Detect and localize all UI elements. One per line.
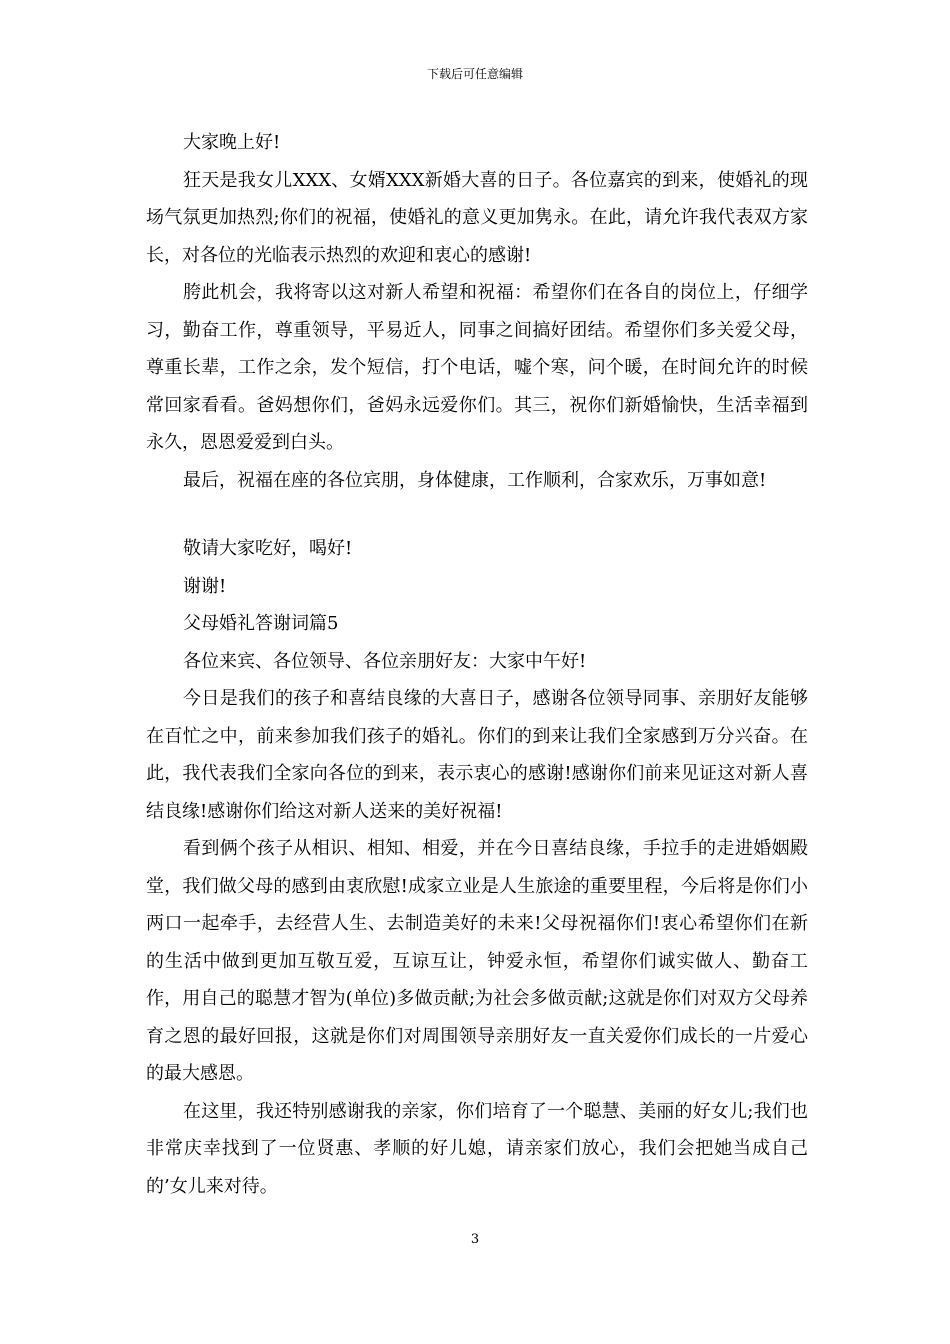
paragraph-hopes: 看到俩个孩子从相识、相知、相爱，并在今日喜结良缘，手拉手的走进婚姻殿堂，我们做父母的感到由衷欣慰!成家立业是人生旅途的重要里程，今后将是你们小两口一起牵手，去经营人生、去制造美好的未来!父母祝福你们!衷心希望你们在新的生活中做到更加互敬互爱，互谅互让，钟爱永恒，希望你们诚实做人、勤奋工作，用自己的聪慧才智为(单位)多做贡献;为社会多做贡献;这就是你们对双方父母养育之恩的最好回报，这就是你们对周围领导亲朋好友一直关爱你们成长的一片爱心的最大感恩。 [146,838,808,1084]
section-title: 父母婚礼答谢词篇5 [183,613,339,634]
paragraph-gap [146,499,808,530]
header-note: 下载后可任意编辑 [426,67,523,81]
paragraph-blessing: 最后，祝福在座的各位宾朋，身体健康，工作顺利，合家欢乐，万事如意! [183,469,767,491]
paragraph-salutation: 各位来宾、各位领导、各位亲朋好友：大家中午好! [183,650,587,672]
paragraph-enjoy: 敬请大家吃好，喝好! [183,538,353,559]
paragraph-in-laws: 在这里，我还特别感谢我的亲家，你们培育了一个聪慧、美丽的好女儿;我们也非常庆幸找到了一位贤惠、孝顺的好儿媳，请亲家们放心，我们会把她当成自己的’女儿来对待。 [146,1100,808,1197]
page-number-text: 3 [470,1232,480,1247]
document-body [146,124,808,1205]
page-number [0,1232,950,1248]
paragraph-greeting: 大家晚上好! [183,132,281,153]
paragraph-gratitude: 今日是我们的孩子和喜结良缘的大喜日子，感谢各位领导同事、亲朋好友能够在百忙之中，前来参加我们孩子的婚礼。你们的到来让我们全家感到万分兴奋。在此，我代表我们全家向各位的到来，表示衷心的感谢!感谢你们前来见证这对新人喜结良缘!感谢你们给这对新人送来的美好祝福! [146,688,808,822]
paragraph-thanks: 谢谢! [183,575,227,597]
paragraph-welcome: 狂天是我女儿XXX、女婿XXX新婚大喜的日子。各位嘉宾的到来，使婚礼的现场气氛更加热烈;你们的祝福，使婚礼的意义更加隽永。在此，请允许我代表双方家长，对各位的光临表示热烈的欢迎和衷心的感谢! [146,169,808,266]
paragraph-wishes: 胯此机会，我将寄以这对新人希望和祝福：希望你们在各自的岗位上，仔细学习，勤奋工作，尊重领导，平易近人，同事之间搞好团结。希望你们多关爱父母，尊重长辈，工作之余，发个短信，打个电话，嘘个寒，问个暖，在时间允许的时候常回家看看。爸妈想你们，爸妈永远爱你们。其三，祝你们新婚愉快，生活幸福到永久，恩恩爱爱到白头。 [146,282,808,453]
page-header [0,66,950,82]
